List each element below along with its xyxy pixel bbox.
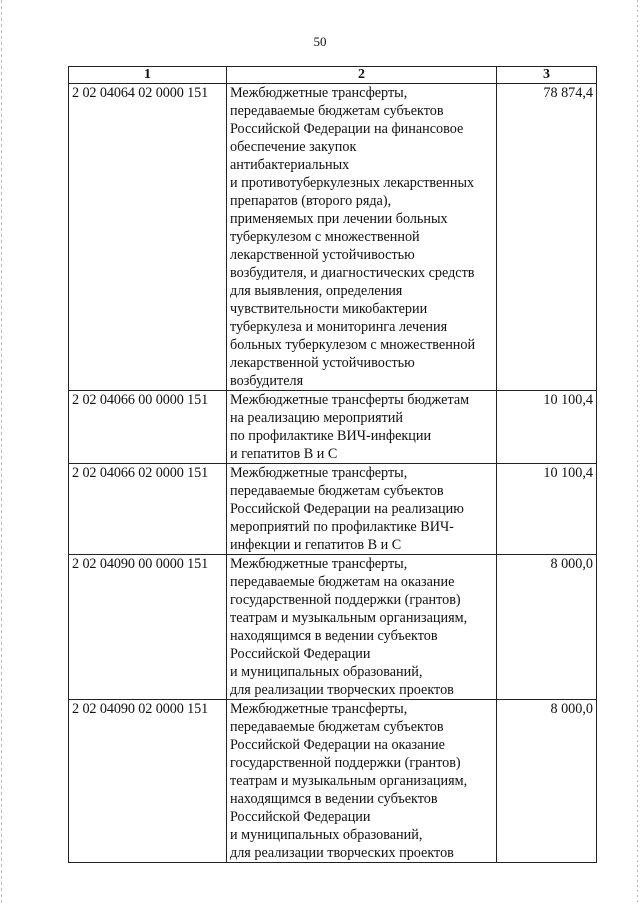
table-row	[69, 84, 597, 391]
budget-code-cell: 2 02 04066 00 0000 151	[69, 391, 227, 464]
description-cell: Межбюджетные трансферты, передаваемые бюджетам субъектов Российской Федерации на реализацию мероприятий по профилактике ВИЧ- инфекции и гепатитов В и С	[227, 464, 497, 555]
description-cell: Межбюджетные трансферты, передаваемые бюджетам на оказание государственной поддержки (грантов) театрам и музыкальным организациям, находящимся в ведении субъектов Российской Федерации и муниципальных образований, для реализации творческих проектов	[227, 555, 497, 700]
table-row	[69, 391, 597, 464]
description-cell: Межбюджетные трансферты бюджетам на реализацию мероприятий по профилактике ВИЧ-инфекции и гепатитов В и С	[227, 391, 497, 464]
description-cell: Межбюджетные трансферты, передаваемые бюджетам субъектов Российской Федерации на оказание государственной поддержки (грантов) театрам и музыкальным организациям, находящимся в ведении субъектов Российской Федерации и муниципальных образований, для реализации творческих проектов	[227, 700, 497, 863]
column-header-name: 2	[227, 67, 497, 84]
amount-cell: 8 000,0	[497, 700, 597, 863]
column-header-code: 1	[69, 67, 227, 84]
table-header-row	[69, 67, 597, 84]
description-cell: Межбюджетные трансферты, передаваемые бюджетам субъектов Российской Федерации на финансовое обеспечение закупок антибактериальных и противотуберкулезных лекарственных препаратов (второго ряда), применяемых при лечении больных туберкулезом с множественной лекарственной устойчивостью возбудителя, и диагностических средств для выявления, определения чувствительности микобактерии туберкулеза и мониторинга лечения больных туберкулезом с множественной лекарственной устойчивостью возбудителя	[227, 84, 497, 391]
scan-edge-right	[637, 0, 638, 905]
amount-cell: 10 100,4	[497, 464, 597, 555]
amount-cell: 8 000,0	[497, 555, 597, 700]
column-header-amount: 3	[497, 67, 597, 84]
page-number: 50	[313, 34, 327, 49]
amount-cell: 10 100,4	[497, 391, 597, 464]
table-row	[69, 555, 597, 700]
budget-code-cell: 2 02 04090 00 0000 151	[69, 555, 227, 700]
table-row	[69, 464, 597, 555]
scan-edge-left	[1, 0, 2, 905]
table-row	[69, 700, 597, 863]
budget-table	[68, 66, 597, 863]
budget-code-cell: 2 02 04090 02 0000 151	[69, 700, 227, 863]
budget-code-cell: 2 02 04064 02 0000 151	[69, 84, 227, 391]
amount-cell: 78 874,4	[497, 84, 597, 391]
budget-code-cell: 2 02 04066 02 0000 151	[69, 464, 227, 555]
